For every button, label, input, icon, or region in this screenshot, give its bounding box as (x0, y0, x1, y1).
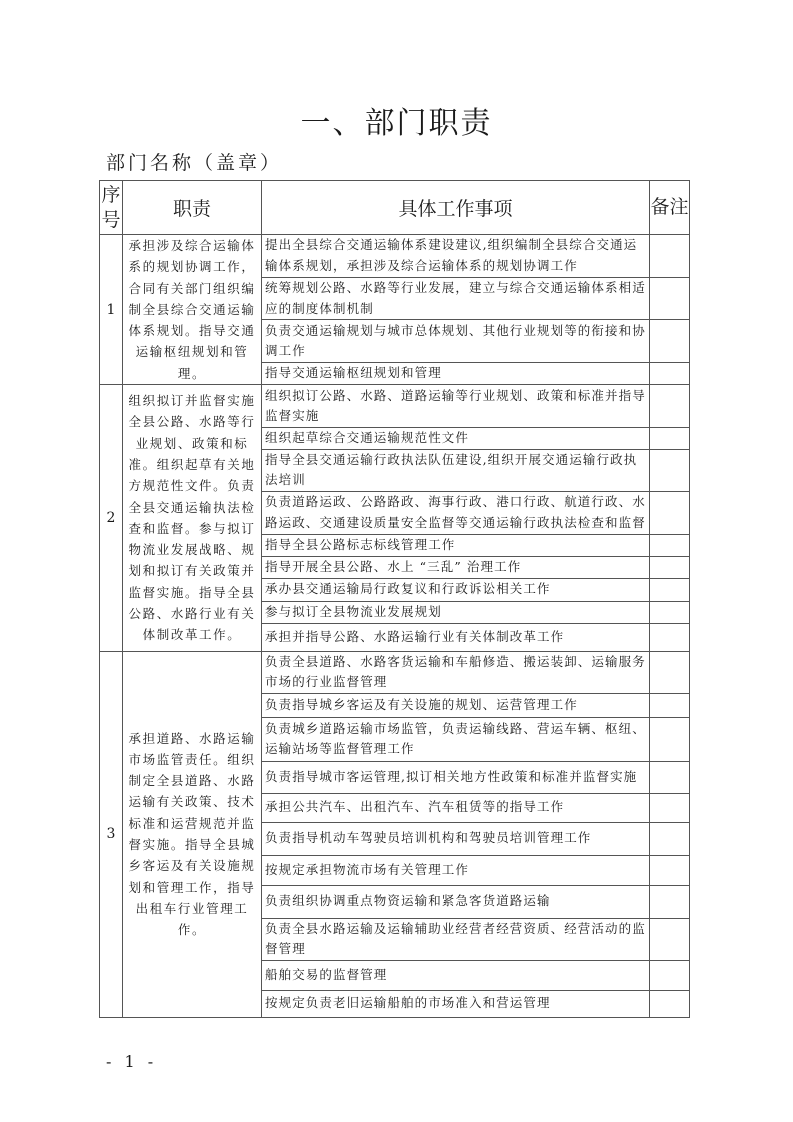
work-item-cell: 承担并指导公路、水路运输行业有关体制改革工作 (262, 623, 650, 651)
work-item-cell: 负责指导城乡客运及有关设施的规划、运营管理工作 (262, 693, 650, 717)
seq-cell: 3 (100, 651, 123, 1017)
work-item-cell: 参与拟订全县物流业发展规划 (262, 601, 650, 623)
note-cell (650, 363, 690, 385)
note-cell (650, 822, 690, 855)
note-cell (650, 491, 690, 534)
note-cell (650, 277, 690, 320)
note-cell (650, 623, 690, 651)
work-item-cell: 负责全县道路、水路客货运输和车船修造、搬运装卸、运输服务市场的行业监督管理 (262, 651, 650, 693)
note-cell (650, 855, 690, 885)
header-seq: 序号 (100, 181, 123, 235)
header-items: 具体工作事项 (262, 181, 650, 235)
note-cell (650, 651, 690, 693)
department-name-label: 部门名称（盖章） (106, 152, 283, 174)
note-cell (650, 960, 690, 990)
seq-cell: 1 (100, 235, 123, 385)
work-item-cell: 按规定承担物流市场有关管理工作 (262, 855, 650, 885)
work-item-cell: 船舶交易的监督管理 (262, 960, 650, 990)
duty-cell: 承担涉及综合运输体系的规划协调工作，合同有关部门组织编制全县综合交通运输体系规划。指导交通运输枢纽规划和管理。 (123, 235, 262, 385)
table-row (100, 651, 690, 693)
work-item-cell: 负责交通运输规划与城市总体规划、其他行业规划等的衔接和协调工作 (262, 320, 650, 363)
note-cell (650, 793, 690, 822)
header-duty: 职责 (123, 181, 262, 235)
note-cell (650, 235, 690, 278)
work-item-cell: 负责指导机动车驾驶员培训机构和驾驶员培训管理工作 (262, 822, 650, 855)
note-cell (650, 918, 690, 960)
work-item-cell: 承办县交通运输局行政复议和行政诉讼相关工作 (262, 578, 650, 601)
table-row (100, 385, 690, 428)
note-cell (650, 885, 690, 918)
work-item-cell: 承担公共汽车、出租汽车、汽车租赁等的指导工作 (262, 793, 650, 822)
work-item-cell: 指导全县公路标志标线管理工作 (262, 534, 650, 556)
duty-cell: 承担道路、水路运输市场监管责任。组织制定全县道路、水路运输有关政策、技术标准和运营规范并监督实施。指导全县城乡客运及有关设施规划和管理工作，指导出租车行业管理工作。 (123, 651, 262, 1017)
work-item-cell: 负责指导城市客运管理,拟订相关地方性政策和标准并监督实施 (262, 761, 650, 793)
note-cell (650, 449, 690, 491)
work-item-cell: 提出全县综合交通运输体系建设建议,组织编制全县综合交通运输体系规划，承担涉及综合运输体系的规划协调工作 (262, 235, 650, 278)
work-item-cell: 指导全县交通运输行政执法队伍建设,组织开展交通运输行政执法培训 (262, 449, 650, 491)
seq-cell: 2 (100, 385, 123, 652)
work-item-cell: 负责道路运政、公路路政、海事行政、港口行政、航道行政、水路运政、交通建设质量安全监督等交通运输行政执法检查和监督 (262, 491, 650, 534)
note-cell (650, 320, 690, 363)
note-cell (650, 578, 690, 601)
note-cell (650, 990, 690, 1017)
note-cell (650, 534, 690, 556)
work-item-cell: 负责城乡道路运输市场监管，负责运输线路、营运车辆、枢纽、运输站场等监督管理工作 (262, 717, 650, 761)
note-cell (650, 693, 690, 717)
page-title: 一、部门职责 (300, 106, 493, 141)
note-cell (650, 385, 690, 428)
duties-table (99, 180, 690, 1018)
work-item-cell: 按规定负责老旧运输船舶的市场准入和营运管理 (262, 990, 650, 1017)
note-cell (650, 556, 690, 578)
work-item-cell: 统筹规划公路、水路等行业发展，建立与综合交通运输体系相适应的制度体制机制 (262, 277, 650, 320)
work-item-cell: 指导交通运输枢纽规划和管理 (262, 363, 650, 385)
duty-cell: 组织拟订并监督实施全县公路、水路等行业规划、政策和标准。组织起草有关地方规范性文件。负责全县交通运输执法检查和监督。参与拟订物流业发展战略、规划和拟订有关政策并监督实施。指导全县公路、水路行业有关体制改革工作。 (123, 385, 262, 652)
header-note: 备注 (650, 181, 690, 235)
work-item-cell: 组织起草综合交通运输规范性文件 (262, 428, 650, 450)
note-cell (650, 428, 690, 450)
note-cell (650, 761, 690, 793)
note-cell (650, 717, 690, 761)
work-item-cell: 指导开展全县公路、水上 “三乱” 治理工作 (262, 556, 650, 578)
work-item-cell: 负责全县水路运输及运输辅助业经营者经营资质、经营活动的监督管理 (262, 918, 650, 960)
work-item-cell: 负责组织协调重点物资运输和紧急客货道路运输 (262, 885, 650, 918)
table-row (100, 235, 690, 278)
page-number: - 1 - (106, 1052, 158, 1071)
note-cell (650, 601, 690, 623)
table-header-row (100, 181, 690, 235)
work-item-cell: 组织拟订公路、水路、道路运输等行业规划、政策和标准并指导监督实施 (262, 385, 650, 428)
